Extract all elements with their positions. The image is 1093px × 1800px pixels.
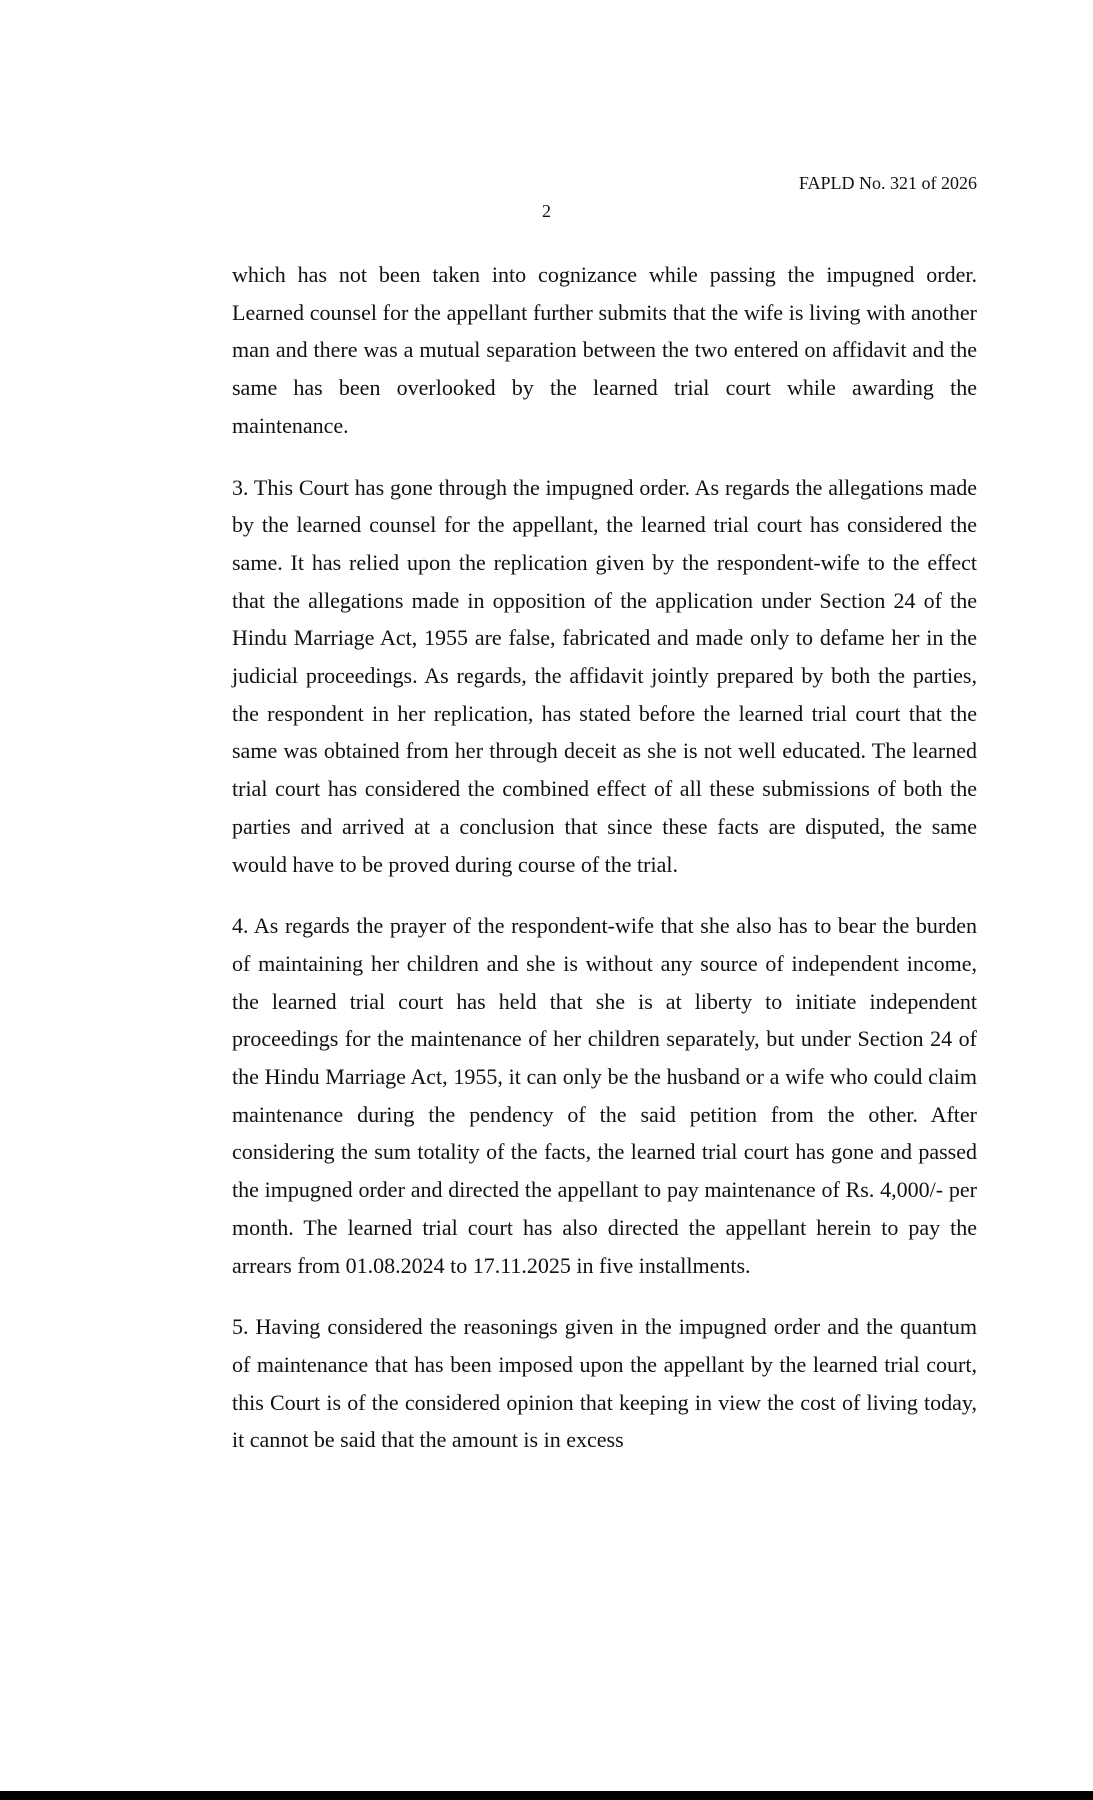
document-body [232,256,977,1483]
paragraph-4: 4. As regards the prayer of the respondent-wife that she also has to bear the burden of maintaining her children and she is without any source of independent income, the learned trial court has held that she is at liberty to initiate independent proceedings for the maintenance of her children separately, but under Section 24 of the Hindu Marriage Act, 1955, it can only be the husband or a wife who could claim maintenance during the pendency of the said petition from the other. After considering the sum totality of the facts, the learned trial court has gone and passed the impugned order and directed the appellant to pay maintenance of Rs. 4,000/- per month. The learned trial court has also directed the appellant herein to pay the arrears from 01.08.2024 to 17.11.2025 in five installments. [232,913,977,1278]
page-number: 2 [542,201,551,221]
page-bottom-edge [0,1791,1093,1800]
paragraph-continuation: which has not been taken into cognizance while passing the impugned order. Learned counsel for the appellant further submits that the wife is living with another man and there was a mutual separation between the two entered on affidavit and the same has been overlooked by the learned trial court while awarding the maintenance. [232,262,977,438]
paragraph-3: 3. This Court has gone through the impugned order. As regards the allegations made by the learned counsel for the appellant, the learned trial court has considered the same. It has relied upon the replication given by the respondent-wife to the effect that the allegations made in opposition of the application under Section 24 of the Hindu Marriage Act, 1955 are false, fabricated and made only to defame her in the judicial proceedings. As regards, the affidavit jointly prepared by both the parties, the respondent in her replication, has stated before the learned trial court that the same was obtained from her through deceit as she is not well educated. The learned trial court has considered the combined effect of all these submissions of both the parties and arrived at a conclusion that since these facts are disputed, the same would have to be proved during course of the trial. [232,474,977,877]
case-reference: FAPLD No. 321 of 2026 [798,173,977,193]
paragraph-5: 5. Having considered the reasonings given in the impugned order and the quantum of maintenance that has been imposed upon the appellant by the learned trial court, this Court is of the considered opinion that keeping in view the cost of living today, it cannot be said that the amount is in excess [232,1314,977,1453]
